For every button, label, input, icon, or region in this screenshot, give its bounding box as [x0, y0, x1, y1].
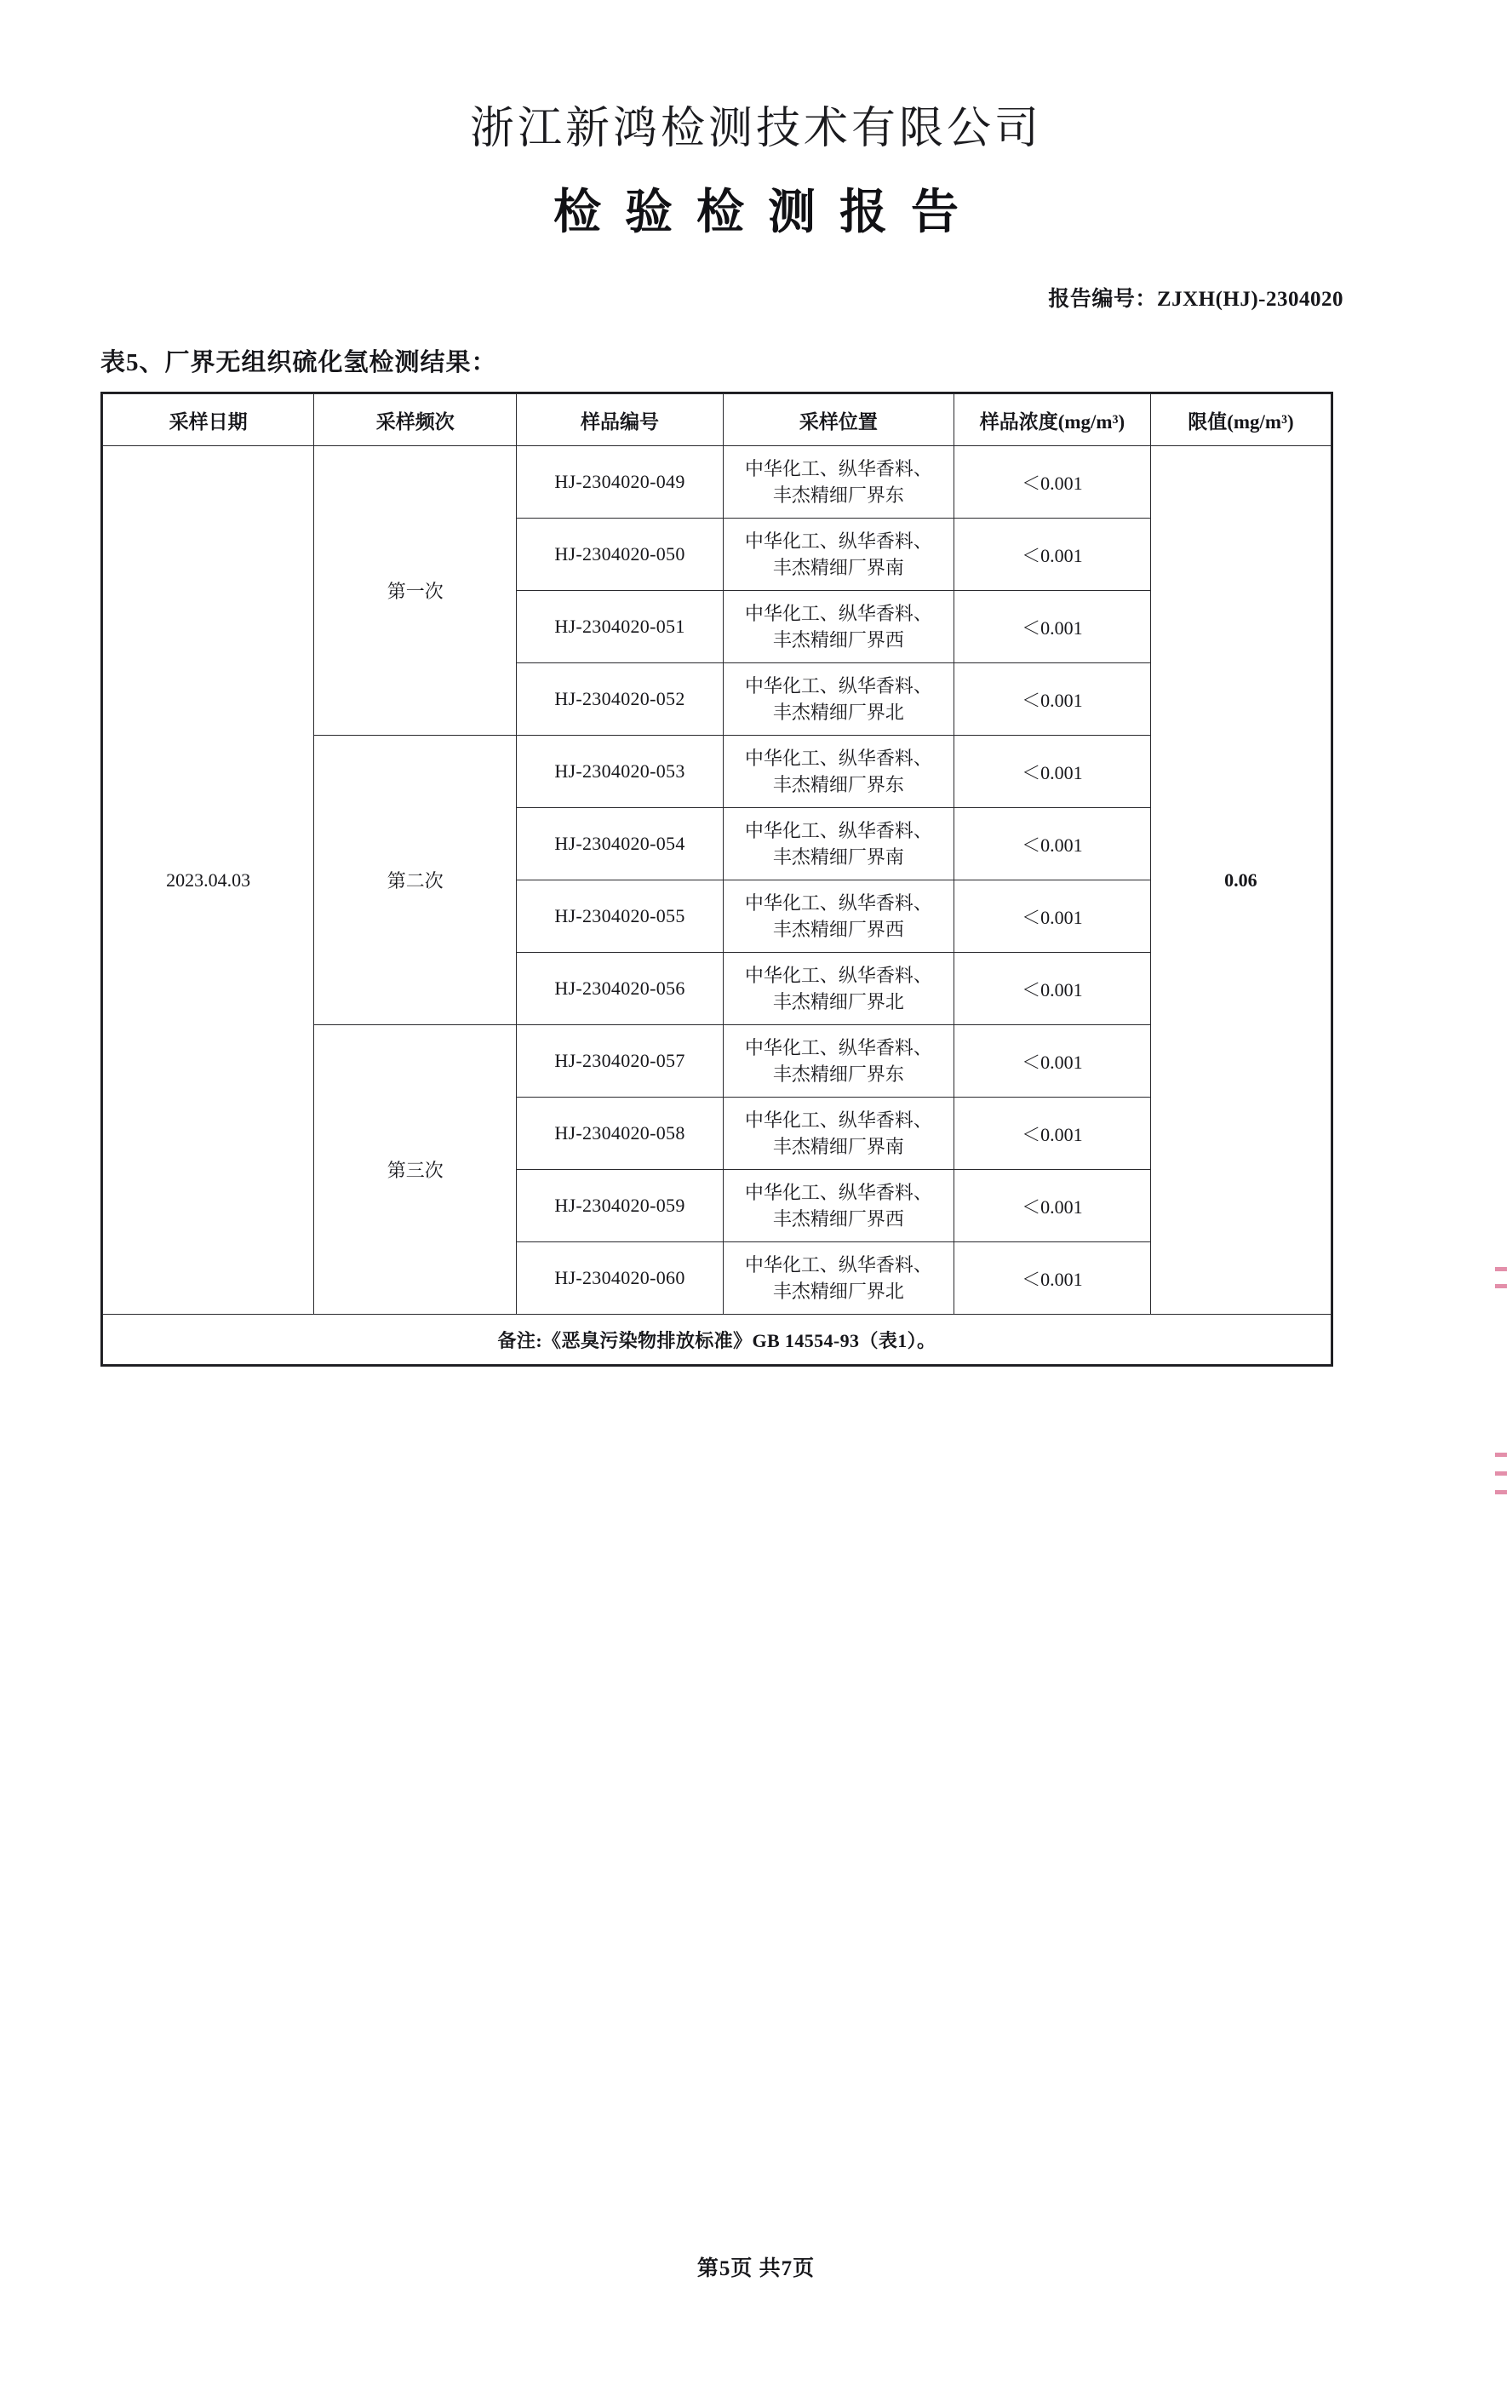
cell-sampling-date: 2023.04.03 [103, 446, 314, 1315]
cell-concentration: ＜0.001 [954, 591, 1150, 663]
location-line-1: 中华化工、纵华香料、 [744, 530, 932, 552]
scan-artifact-mark [1495, 1267, 1507, 1271]
company-name: 浙江新鸿检测技术有限公司 [469, 103, 1042, 154]
cell-sample-id: HJ-2304020-049 [517, 446, 723, 519]
scan-artifact-mark [1495, 1490, 1507, 1494]
location-line-2: 丰杰精细厂界东 [772, 484, 904, 506]
location-line-2: 丰杰精细厂界东 [772, 774, 904, 795]
cell-frequency: 第一次 [314, 446, 517, 736]
cell-concentration: ＜0.001 [954, 1025, 1150, 1098]
cell-location [723, 663, 954, 736]
cell-location [723, 880, 954, 953]
location-line-2: 丰杰精细厂界西 [772, 1208, 904, 1230]
location-line-2: 丰杰精细厂界西 [772, 919, 904, 940]
cell-concentration: ＜0.001 [954, 880, 1150, 953]
scan-artifact-mark [1495, 1284, 1507, 1288]
cell-concentration: ＜0.001 [954, 736, 1150, 808]
table-header-row [103, 394, 1332, 446]
report-page [0, 92, 1512, 2408]
cell-location [723, 446, 954, 519]
cell-sample-id: HJ-2304020-050 [517, 519, 723, 591]
location-line-1: 中华化工、纵华香料、 [744, 602, 932, 624]
location-line-1: 中华化工、纵华香料、 [744, 457, 932, 479]
column-header-sample-id: 样品编号 [517, 394, 723, 446]
cell-sample-id: HJ-2304020-058 [517, 1098, 723, 1170]
location-line-2: 丰杰精细厂界东 [772, 1064, 904, 1085]
table-note-row [103, 1315, 1332, 1365]
cell-frequency: 第二次 [314, 736, 517, 1025]
report-number [0, 282, 1512, 312]
cell-concentration: ＜0.001 [954, 663, 1150, 736]
scan-artifact-mark [1495, 1453, 1507, 1457]
cell-sample-id: HJ-2304020-056 [517, 953, 723, 1025]
location-line-2: 丰杰精细厂界南 [772, 846, 904, 868]
page-footer: 第5页 共7页 [696, 2257, 816, 2280]
location-line-1: 中华化工、纵华香料、 [744, 1253, 932, 1276]
cell-concentration: ＜0.001 [954, 519, 1150, 591]
location-line-1: 中华化工、纵华香料、 [744, 1036, 932, 1058]
cell-location [723, 1025, 954, 1098]
cell-location [723, 1098, 954, 1170]
location-line-1: 中华化工、纵华香料、 [744, 674, 932, 697]
location-line-2: 丰杰精细厂界南 [772, 557, 904, 578]
cell-concentration: ＜0.001 [954, 1098, 1150, 1170]
column-header-date: 采样日期 [103, 394, 314, 446]
column-header-location: 采样位置 [723, 394, 954, 446]
cell-location [723, 953, 954, 1025]
location-line-1: 中华化工、纵华香料、 [744, 964, 932, 986]
location-line-2: 丰杰精细厂界北 [772, 1281, 904, 1302]
cell-sample-id: HJ-2304020-059 [517, 1170, 723, 1242]
cell-location [723, 591, 954, 663]
cell-location [723, 736, 954, 808]
results-table-container [100, 392, 1333, 1367]
cell-concentration: ＜0.001 [954, 808, 1150, 880]
scan-artifact-mark [1495, 1471, 1507, 1476]
table-note: 备注:《恶臭污染物排放标准》GB 14554-93（表1）。 [103, 1315, 1332, 1365]
cell-sample-id: HJ-2304020-051 [517, 591, 723, 663]
location-line-2: 丰杰精细厂界西 [772, 629, 904, 651]
column-header-limit: 限值(mg/m³) [1150, 394, 1331, 446]
location-line-2: 丰杰精细厂界南 [772, 1136, 904, 1157]
column-header-concentration: 样品浓度(mg/m³) [954, 394, 1150, 446]
report-number-value: ZJXH(HJ)-2304020 [1156, 288, 1343, 311]
cell-location [723, 1242, 954, 1315]
cell-concentration: ＜0.001 [954, 953, 1150, 1025]
table-caption: 表5、厂界无组织硫化氢检测结果： [100, 349, 497, 376]
report-number-label: 报告编号： [1048, 288, 1157, 311]
cell-concentration: ＜0.001 [954, 446, 1150, 519]
cell-location [723, 519, 954, 591]
location-line-1: 中华化工、纵华香料、 [744, 1181, 932, 1203]
location-line-1: 中华化工、纵华香料、 [744, 892, 932, 914]
location-line-1: 中华化工、纵华香料、 [744, 819, 932, 841]
cell-limit: 0.06 [1150, 446, 1331, 1315]
results-table [102, 393, 1332, 1365]
cell-sample-id: HJ-2304020-052 [517, 663, 723, 736]
cell-concentration: ＜0.001 [954, 1170, 1150, 1242]
location-line-1: 中华化工、纵华香料、 [744, 1109, 932, 1131]
column-header-frequency: 采样频次 [314, 394, 517, 446]
report-title: 检验检测报告 [553, 184, 982, 240]
location-line-2: 丰杰精细厂界北 [772, 702, 904, 723]
cell-sample-id: HJ-2304020-055 [517, 880, 723, 953]
cell-sample-id: HJ-2304020-060 [517, 1242, 723, 1315]
cell-sample-id: HJ-2304020-054 [517, 808, 723, 880]
cell-concentration: ＜0.001 [954, 1242, 1150, 1315]
cell-sample-id: HJ-2304020-057 [517, 1025, 723, 1098]
cell-location [723, 808, 954, 880]
location-line-2: 丰杰精细厂界北 [772, 991, 904, 1012]
location-line-1: 中华化工、纵华香料、 [744, 747, 932, 769]
table-row [103, 446, 1332, 519]
cell-sample-id: HJ-2304020-053 [517, 736, 723, 808]
cell-location [723, 1170, 954, 1242]
cell-frequency: 第三次 [314, 1025, 517, 1315]
